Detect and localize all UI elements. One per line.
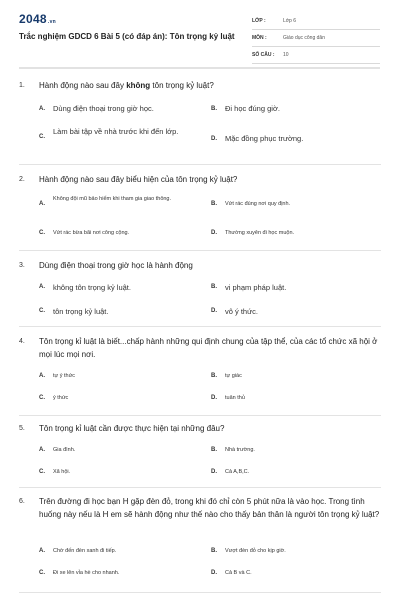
option-text: Đi xe lên vỉa hè cho nhanh. bbox=[53, 570, 120, 576]
meta-row-count bbox=[252, 47, 380, 64]
option-text: Cả A,B,C. bbox=[225, 469, 250, 475]
option-text: Làm bài tập về nhà trước khi đến lớp. bbox=[53, 127, 179, 136]
meta-row-class bbox=[252, 13, 380, 30]
option-text: ý thức bbox=[53, 395, 69, 401]
option-letter: A. bbox=[39, 373, 45, 379]
option-text: Mặc đồng phục trường. bbox=[225, 134, 304, 143]
option-letter: A. bbox=[39, 447, 45, 453]
option-text: Không đội mũ bảo hiểm khi tham gia giao thông. bbox=[53, 196, 172, 202]
option-letter: A. bbox=[39, 201, 45, 207]
option-letter: C. bbox=[39, 469, 45, 475]
option-letter: A. bbox=[39, 548, 45, 554]
option-letter: C. bbox=[39, 134, 45, 140]
option-text: tự giác bbox=[225, 373, 242, 379]
question-number: 3. bbox=[19, 262, 25, 269]
option-letter: B. bbox=[211, 548, 217, 554]
question-divider bbox=[19, 250, 381, 251]
option-text: Vượt đèn đỏ cho kịp giờ. bbox=[225, 548, 286, 554]
meta-key: LỚP : bbox=[252, 18, 266, 24]
option-letter: D. bbox=[211, 230, 217, 236]
question-6 bbox=[19, 496, 381, 576]
question-number: 4. bbox=[19, 338, 25, 345]
option-text: Dùng điện thoại trong giờ học. bbox=[53, 104, 154, 113]
site-logo[interactable] bbox=[19, 12, 56, 26]
question-1 bbox=[19, 80, 381, 143]
option-letter: B. bbox=[211, 284, 217, 290]
meta-key: SỐ CÂU : bbox=[252, 52, 275, 58]
question-number: 2. bbox=[19, 176, 25, 183]
question-text-part: Dùng điện thoại trong giờ học là hành động bbox=[39, 261, 193, 270]
question-text bbox=[19, 496, 381, 521]
question-number: 6. bbox=[19, 498, 25, 505]
question-text bbox=[19, 336, 381, 361]
meta-table bbox=[252, 13, 380, 64]
question-text bbox=[19, 260, 381, 273]
option-text: vô ý thức. bbox=[225, 307, 258, 316]
question-divider bbox=[19, 592, 381, 593]
worksheet-title: Trắc nghiệm GDCD 6 Bài 5 (có đáp án): Tôn trọng kỷ luật bbox=[19, 32, 235, 41]
option-text: vi phạm pháp luật. bbox=[225, 283, 287, 292]
option-text: Chờ đến đèn xanh đi tiếp. bbox=[53, 548, 117, 554]
option-letter: D. bbox=[211, 395, 217, 401]
option-text: Vứt rác bừa bãi nơi công cộng. bbox=[53, 230, 130, 236]
option-letter: C. bbox=[39, 308, 45, 314]
header-divider bbox=[19, 67, 380, 69]
question-text-part: Trên đường đi học bạn H gặp đèn đỏ, trong khi đó chỉ còn 5 phút nữa là vào học. Trong tình huống này nếu là H em sẽ hành động như thế nào cho thấy bản thân là người tôn trọng kỷ luật? bbox=[39, 497, 380, 519]
question-text bbox=[19, 423, 381, 436]
option-letter: B. bbox=[211, 106, 217, 112]
question-5 bbox=[19, 423, 381, 475]
option-text: Nhà trường. bbox=[225, 447, 255, 453]
question-divider bbox=[19, 415, 381, 416]
question-text-part: Tôn trọng kỉ luật là biết...chấp hành những qui định chung của tập thể, của các tổ chức xã hội ở mọi lúc mọi nơi. bbox=[39, 337, 378, 359]
question-text-part: tôn trọng kỷ luật? bbox=[150, 81, 214, 90]
question-number: 1. bbox=[19, 82, 25, 89]
question-text-part: Hành động nào sau đây biểu hiện của tôn trọng kỷ luật? bbox=[39, 175, 238, 184]
option-text: Vứt rác đúng nơi quy định. bbox=[225, 201, 291, 207]
option-letter: C. bbox=[39, 395, 45, 401]
meta-value: Lớp 6 bbox=[283, 18, 297, 24]
question-divider bbox=[19, 487, 381, 488]
meta-value: Giáo dục công dân bbox=[283, 35, 325, 41]
option-letter: A. bbox=[39, 284, 45, 290]
meta-row-subject bbox=[252, 30, 380, 47]
question-emphasis: không bbox=[126, 81, 151, 90]
option-text: tuân thủ bbox=[225, 395, 245, 401]
question-4 bbox=[19, 336, 381, 401]
option-text: tự ý thức bbox=[53, 373, 76, 379]
logo-text: 2048 bbox=[19, 12, 47, 26]
question-3 bbox=[19, 260, 381, 316]
option-letter: A. bbox=[39, 106, 45, 112]
question-text bbox=[19, 80, 381, 93]
option-text: Thường xuyên đi học muộn. bbox=[225, 230, 295, 236]
option-letter: B. bbox=[211, 373, 217, 379]
option-letter: B. bbox=[211, 447, 217, 453]
question-divider bbox=[19, 164, 381, 165]
question-2 bbox=[19, 174, 381, 236]
option-letter: B. bbox=[211, 201, 217, 207]
option-text: Xã hội. bbox=[53, 469, 71, 475]
option-letter: D. bbox=[211, 136, 217, 142]
option-letter: D. bbox=[211, 469, 217, 475]
option-text: Đi học đúng giờ. bbox=[225, 104, 280, 113]
option-text: Gia đình. bbox=[53, 447, 76, 453]
question-number: 5. bbox=[19, 425, 25, 432]
option-letter: D. bbox=[211, 308, 217, 314]
option-letter: C. bbox=[39, 570, 45, 576]
option-text: không tôn trọng kỷ luật. bbox=[53, 283, 131, 292]
option-text: tôn trọng kỷ luật. bbox=[53, 307, 109, 316]
option-letter: D. bbox=[211, 570, 217, 576]
question-text-part: Hành động nào sau đây bbox=[39, 81, 127, 90]
option-text: Cả B và C. bbox=[225, 570, 252, 576]
worksheet-header bbox=[0, 0, 400, 68]
question-text-part: Tôn trọng kỉ luật cần được thực hiện tại những đâu? bbox=[39, 424, 225, 433]
question-divider bbox=[19, 326, 381, 327]
question-text bbox=[19, 174, 381, 187]
meta-value: 10 bbox=[283, 52, 289, 58]
option-letter: C. bbox=[39, 230, 45, 236]
logo-suffix: .vn bbox=[47, 19, 57, 25]
meta-key: MÔN : bbox=[252, 35, 267, 41]
